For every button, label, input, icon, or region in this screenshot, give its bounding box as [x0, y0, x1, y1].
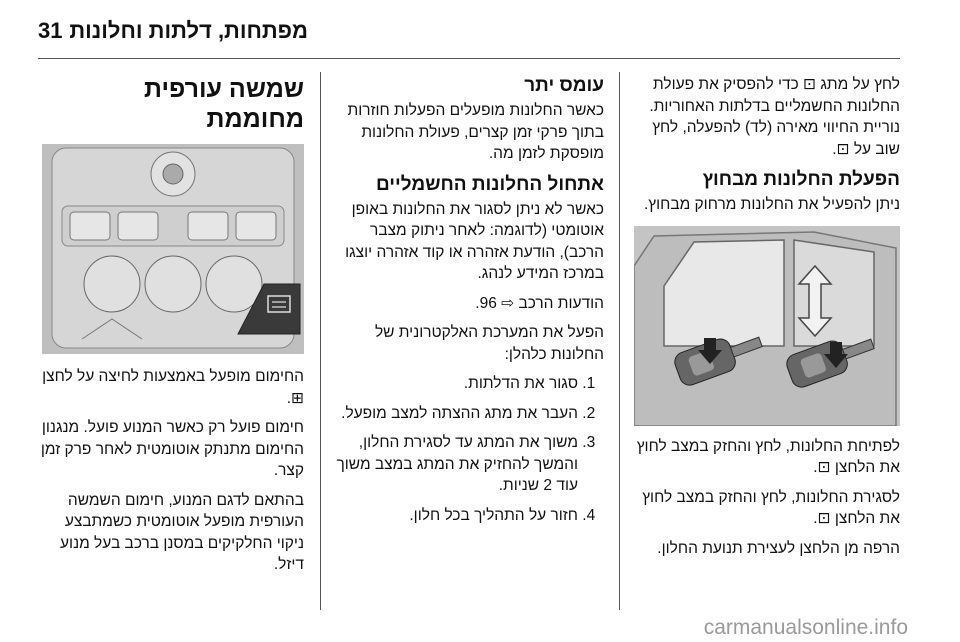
overload-heading: עומס יתר: [524, 75, 604, 96]
overload-text: כאשר החלונות מופעלים הפעלות חוזרות בתוך פרקי זמן קצרים, פעולת החלונות מופסקת לזמן מה.: [347, 102, 604, 162]
open-windows-text: לפתיחת החלונות, לחץ והחזק במצב לחוץ את הלחצן ⊡.: [636, 437, 900, 476]
list-item: 4. חזור על התהליך בכל חלון.: [334, 505, 578, 527]
outside-operation-intro: ניתן להפעיל את החלונות מרחוק מבחוץ.: [643, 196, 900, 213]
list-item: 3. משוך את המתג עד לסגירת החלון, והמשך להחזיק את המתג במצב משוך עוד 2 שניות.: [334, 432, 578, 497]
page-title: מפתחות, דלתות וחלונות: [69, 18, 308, 43]
right-column: [632, 74, 900, 567]
reset-text: כאשר לא ניתן לסגור את החלונות באופן אוטומטי (לדוגמה: לאחר ניתוק מצבר הרכב), הודעת אזהרה או קוד אזהרה יוצגו במרכז המידע לנהג.: [345, 200, 604, 282]
middle-column: [334, 74, 604, 534]
outside-operation-heading: הפעלת החלונות מבחוץ: [702, 169, 900, 190]
page-header: [0, 0, 960, 60]
control-panel-figure: [42, 144, 304, 354]
reset-heading: אתחול החלונות החשמליים: [375, 173, 604, 195]
key-fob-figure: [634, 226, 900, 426]
list-item: 2. העבר את מתג ההצתה למצב מופעל.: [334, 403, 578, 425]
temperature-knob-icon: [84, 256, 140, 312]
reset-instructions-intro: הפעל את המערכת האלקטרונית של החלונות כלהלן:: [374, 324, 604, 363]
page-number: 31: [38, 18, 63, 43]
column-divider-left: [320, 72, 321, 610]
climate-panel-illustration: [42, 144, 304, 354]
watermark-text: carmanualsonline.info: [703, 616, 908, 639]
list-item: 1. סגור את הדלתות.: [334, 373, 578, 395]
fan-knob-icon: [145, 256, 201, 312]
vehicle-messages-ref: הודעות הרכב ⇨ 96.: [475, 294, 604, 312]
heated-window-diesel-text: בהתאם לדגם המנוע, חימום השמשה העורפית מופעל אוטומטית כשמתבצע ניקוי החלקיקים במסנן ברכב בעל מנוע דיזל.: [60, 491, 304, 573]
close-windows-text: לסגירת החלונות, לחץ והחזק במצב לחוץ את הלחצן ⊡.: [642, 488, 900, 527]
header-divider: [38, 58, 900, 59]
child-lock-text: לחץ על מתג ⊡ כדי להפסיק את פעולת החלונות החשמליים בדלתות האחוריות. נוריית החיווי מאירה (לד) להפעלה, לחץ שוב על ⊡.: [649, 76, 900, 158]
car-door-illustration: [634, 226, 900, 426]
left-column: [40, 74, 304, 584]
heated-rear-window-heading: שמשה עורפית מחוממת: [144, 75, 304, 133]
column-divider-right: [619, 72, 620, 610]
heated-window-activation-text: החימום מופעל באמצעות לחיצה על לחצן ⊞.: [42, 368, 304, 407]
heated-window-engine-text: חימום פועל רק כאשר המנוע פועל. מנגנון החימום מתנתק אוטומטית לאחר פרק זמן קצר.: [40, 419, 304, 479]
reset-steps-list: [334, 373, 604, 526]
release-button-text: הרפה מן הלחצן לעצירת תנועת החלון.: [657, 539, 900, 557]
